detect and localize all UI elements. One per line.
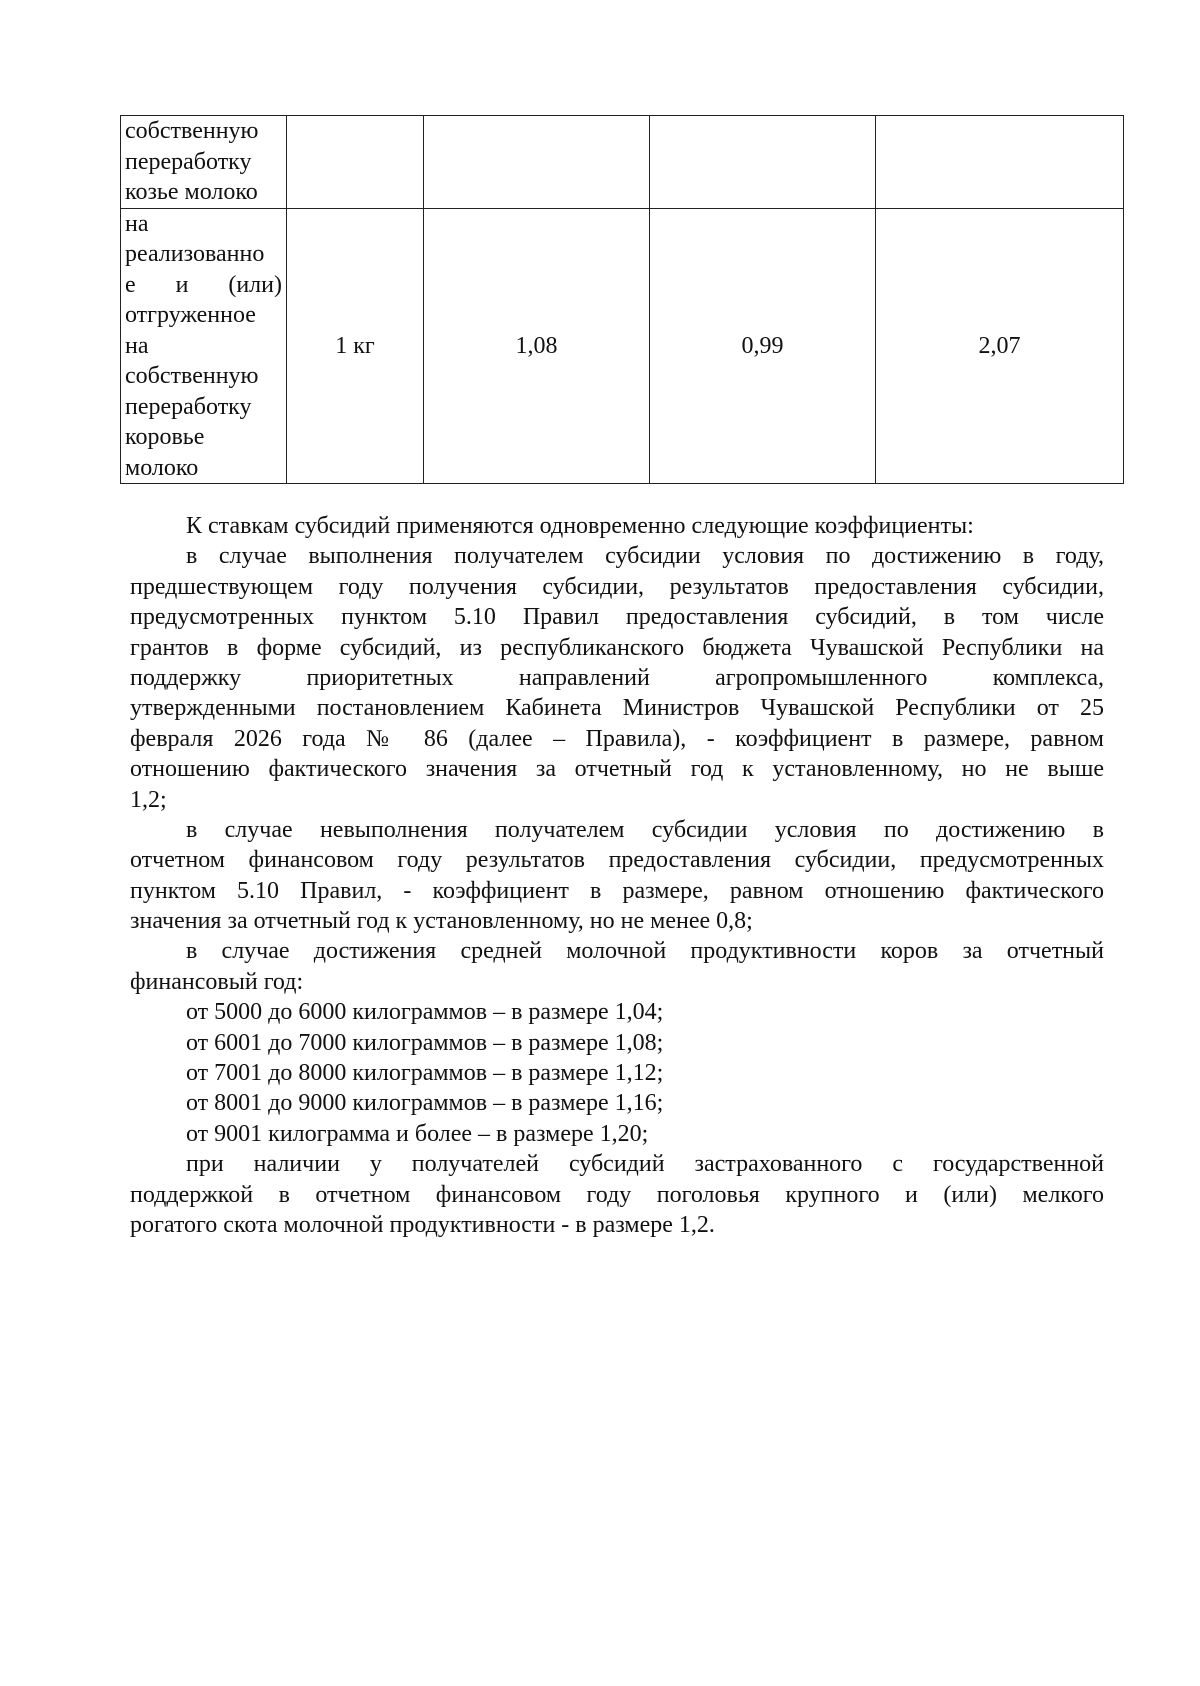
- text-line: финансовый год:: [130, 968, 304, 995]
- cell-text-line: на: [125, 332, 149, 359]
- cell-text-line: козье молоко: [125, 179, 258, 205]
- text-line: от 8001 до 9000 килограммов – в размере 1,16;: [186, 1090, 664, 1117]
- table-cell-value: [424, 116, 650, 209]
- text-line: февраля 2026 года № 86 (далее – Правила), - коэффициент в размере, равном: [130, 725, 1104, 752]
- table-cell-value: 0,99: [650, 208, 876, 484]
- cell-text-line: реализованно: [125, 241, 265, 267]
- text-line: грантов в форме субсидий, из республиканского бюджета Чувашской Республики на: [130, 634, 1104, 661]
- table-cell-unit: 1 кг: [287, 208, 424, 484]
- cell-text-line: на: [125, 210, 149, 237]
- cell-text-line: собственную: [125, 118, 259, 144]
- cell-text-line: отгруженное: [125, 302, 256, 328]
- text-line: рогатого скота молочной продуктивности - в размере 1,2.: [130, 1211, 715, 1238]
- cell-text-line: коровье: [125, 424, 205, 450]
- table-cell-product-name: [121, 208, 287, 484]
- text-line: в случае невыполнения получателем субсидии условия по достижению в: [186, 816, 1104, 843]
- table-cell-unit: [287, 116, 424, 209]
- text-line: поддержку приоритетных направлений агропромышленного комплекса,: [130, 664, 1104, 691]
- table-cell-value: 1,08: [424, 208, 650, 484]
- text-line: отношению фактического значения за отчетный год к установленному, но не выше: [130, 756, 1104, 783]
- cell-text-line: е и (или): [125, 271, 282, 298]
- text-line: от 7001 до 8000 килограммов – в размере 1,12;: [186, 1060, 664, 1087]
- text-line: от 5000 до 6000 килограммов – в размере 1,04;: [186, 999, 664, 1026]
- text-line: 1,2;: [130, 786, 167, 813]
- table-cell-value: [650, 116, 876, 209]
- coefficients-text: [130, 511, 1104, 1240]
- text-line: К ставкам субсидий применяются одновременно следующие коэффициенты:: [186, 513, 974, 539]
- table-cell-product-name: [121, 116, 287, 209]
- subsidy-rates-table: [120, 115, 1124, 484]
- text-line: отчетном финансовом году результатов предоставления субсидии, предусмотренных: [130, 847, 1104, 874]
- text-line: пунктом 5.10 Правил, - коэффициент в размере, равном отношению фактического: [130, 877, 1104, 904]
- cell-text-line: переработку: [125, 148, 252, 175]
- text-line: утвержденными постановлением Кабинета Министров Чувашской Республики от 25: [130, 695, 1104, 722]
- text-line: предусмотренных пунктом 5.10 Правил предоставления субсидий, в том числе: [130, 604, 1104, 631]
- text-line: при наличии у получателей субсидий застрахованного с государственной: [186, 1151, 1104, 1178]
- cell-text-line: собственную: [125, 363, 259, 389]
- text-line: предшествующем году получения субсидии, результатов предоставления субсидии,: [130, 573, 1104, 600]
- table-row: [121, 208, 1124, 484]
- text-line: в случае выполнения получателем субсидии условия по достижению в году,: [186, 543, 1104, 570]
- table-cell-value: 2,07: [876, 208, 1124, 484]
- text-line: значения за отчетный год к установленному, но не менее 0,8;: [130, 908, 753, 935]
- text-line: поддержкой в отчетном финансовом году поголовья крупного и (или) мелкого: [130, 1181, 1104, 1208]
- text-line: от 9001 килограмма и более – в размере 1,20;: [186, 1120, 649, 1147]
- cell-text-line: переработку: [125, 393, 252, 420]
- table-row: [121, 116, 1124, 209]
- cell-text-line: молоко: [125, 454, 199, 481]
- text-line: от 6001 до 7000 килограммов – в размере 1,08;: [186, 1029, 664, 1056]
- text-line: в случае достижения средней молочной продуктивности коров за отчетный: [186, 938, 1104, 965]
- table-cell-value: [876, 116, 1124, 209]
